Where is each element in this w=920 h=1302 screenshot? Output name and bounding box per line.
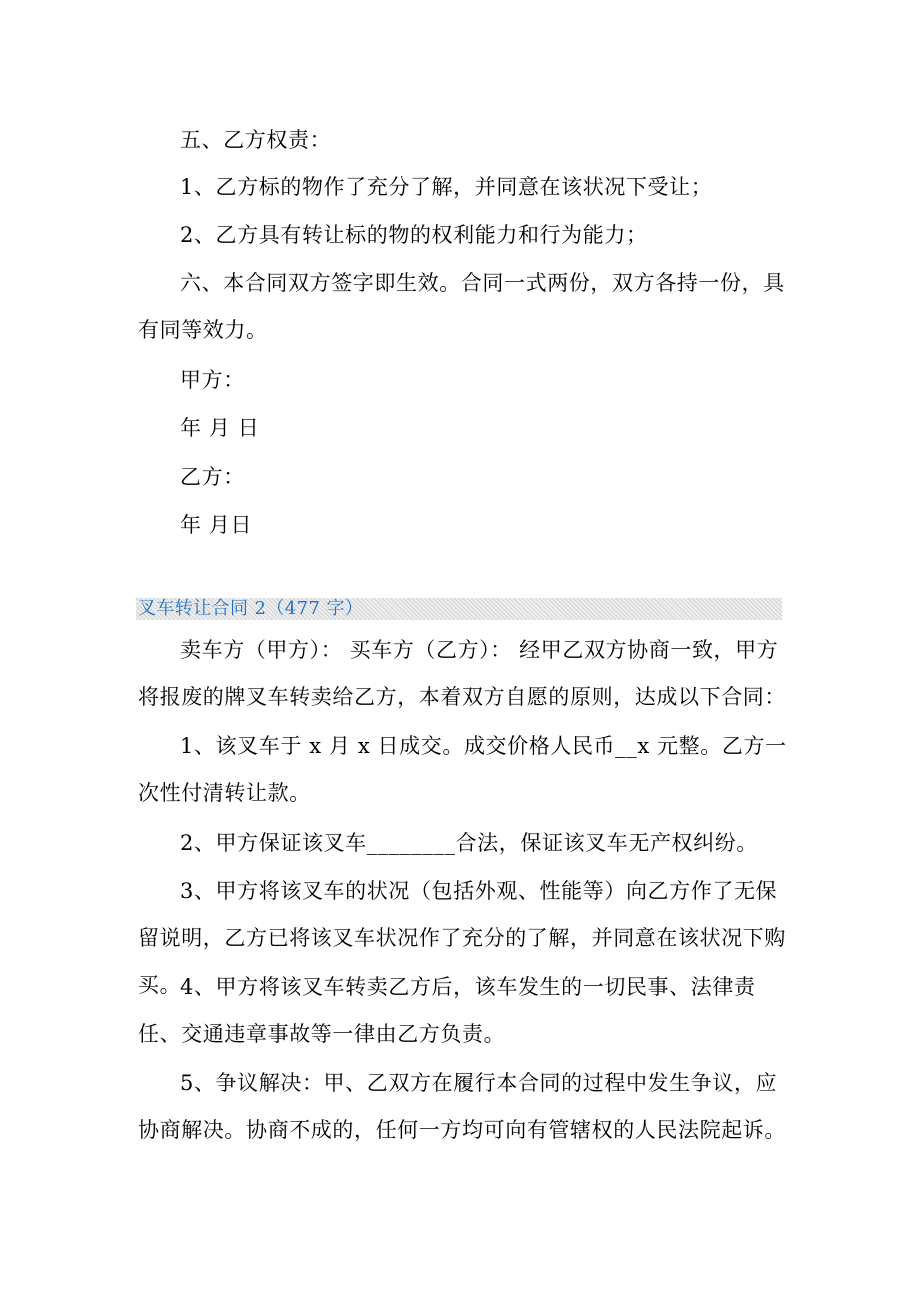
- clause-1-paragraph: 1、该叉车于 x 月 x 日成交。成交价格人民币__x 元整。乙方一次性付清转让款。: [138, 734, 787, 805]
- section-six-paragraph: 六、本合同双方签字即生效。合同一式两份，双方各持一份，具有同等效力。: [138, 271, 785, 342]
- section-title-link[interactable]: 叉车转让合同 2（477 字）: [138, 598, 364, 619]
- party-a-signature-label: 甲方：: [180, 368, 245, 392]
- clause-2-paragraph: 2、甲方保证该叉车________合法，保证该叉车无产权纠纷。: [180, 831, 758, 855]
- clause-5-paragraph: 5、争议解决：甲、乙双方在履行本合同的过程中发生争议，应协商解决。协商不成的，任何一方均可向有管辖权的人民法院起诉。: [138, 1071, 786, 1142]
- party-b-date-line: 年 月日: [180, 513, 253, 537]
- clause-4-paragraph: 4、甲方将该叉车转卖乙方后，该车发生的一切民事、法律责任、交通违章事故等一律由乙方负责。: [138, 975, 756, 1046]
- section-five-heading: 五、乙方权责：: [180, 128, 332, 152]
- clause-five-1: 1、乙方标的物作了充分了解，并同意在该状况下受让；: [180, 175, 713, 199]
- clause-five-2: 2、乙方具有转让标的物的权利能力和行为能力；: [180, 223, 648, 247]
- party-b-signature-label: 乙方：: [180, 465, 245, 489]
- clause-3-paragraph: 3、甲方将该叉车的状况（包括外观、性能等）向乙方作了无保留说明，乙方已将该叉车状况作了充分的了解，并同意在该状况下购买。: [138, 879, 786, 997]
- contract-intro-paragraph: 卖车方（甲方）： 买车方（乙方）： 经甲乙双方协商一致，甲方将报废的牌叉车转卖给乙方，本着双方自愿的原则，达成以下合同：: [138, 638, 786, 709]
- party-a-date-line: 年 月 日: [180, 416, 260, 440]
